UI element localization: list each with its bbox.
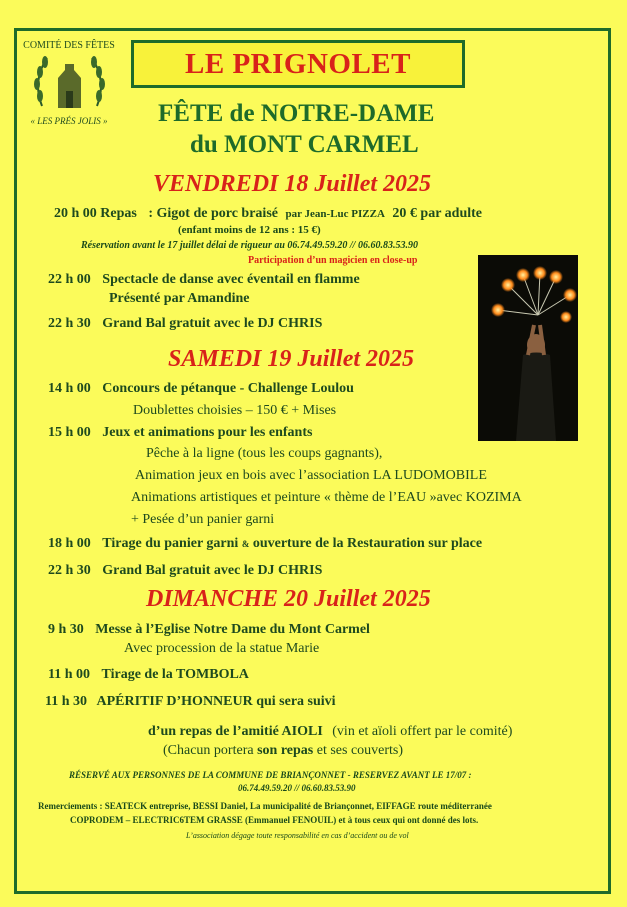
spectacle-by: Présenté par Amandine	[109, 291, 250, 306]
petanque-text: Concours de pétanque - Challenge Loulou	[102, 381, 354, 396]
repas-child: (enfant moins de 12 ans : 15 €)	[178, 224, 321, 236]
tirage-row	[48, 536, 482, 552]
jeux-text: Jeux et animations pour les enfants	[102, 425, 313, 440]
magicien-note: Participation d’un magicien en close-up	[248, 255, 418, 266]
messe-detail: Avec procession de la statue Marie	[124, 641, 320, 656]
logo-top-text: COMITÉ DES FÊTES	[23, 40, 115, 51]
aioli-text: d’un repas de l’amitié AIOLI	[148, 724, 323, 739]
page-title: LE PRIGNOLET	[185, 47, 411, 80]
chacun-a: (Chacun portera	[163, 743, 254, 758]
petanque-row	[48, 381, 354, 397]
reserve-line-2: 06.74.49.59.20 // 06.60.83.53.90	[238, 783, 356, 793]
tirage-amp: &	[241, 539, 250, 549]
repas-chef: par Jean-Luc PIZZA	[285, 208, 385, 220]
friday-bal-text: Grand Bal gratuit avec le DJ CHRIS	[102, 316, 323, 331]
saturday-bal-row	[48, 563, 322, 579]
aioli-note: (vin et aïoli offert par le comité)	[332, 724, 513, 739]
reservation-note: Réservation avant le 17 juillet délai de rigueur au 06.74.49.59.20 // 06.60.83.53.90	[81, 240, 418, 251]
tirage-text-a: Tirage du panier garni	[102, 536, 239, 551]
friday-repas	[54, 206, 482, 222]
saturday-bal-time: 22 h 30	[48, 563, 91, 578]
aperitif-time: 11 h 30	[45, 694, 88, 709]
jeux-item-2: Animation jeux en bois avec l’association LA LUDOMOBILE	[135, 468, 487, 483]
subtitle-1: FÊTE de NOTRE-DAME	[158, 100, 435, 127]
jeux-row	[48, 425, 312, 441]
spectacle-time: 22 h 00	[48, 272, 91, 287]
tirage-time: 18 h 00	[48, 536, 91, 551]
messe-text: Messe à l’Eglise Notre Dame du Mont Carmel	[95, 622, 370, 637]
messe-time: 9 h 30	[48, 622, 84, 637]
saturday-heading: SAMEDI 19 Juillet 2025	[168, 346, 415, 372]
reserve-line-1: RÉSERVÉ AUX PERSONNES DE LA COMMUNE DE BRIANÇONNET - RESERVEZ AVANT LE 17/07 :	[69, 770, 472, 780]
petanque-time: 14 h 00	[48, 381, 91, 396]
logo-bottom-text: « LES PRÉS JOLIS »	[30, 116, 108, 126]
friday-bal-row	[48, 316, 322, 332]
aperitif-text: APÉRITIF D’HONNEUR qui sera suivi	[96, 694, 336, 709]
repas-time: 20 h 00 Repas	[54, 206, 137, 221]
aioli-row	[148, 724, 512, 740]
disclaimer: L’association dégage toute responsabilité en cas d’accident ou de vol	[186, 831, 409, 840]
thanks-line-1: Remerciements : SEATECK entreprise, BESSI Daniel, La municipalité de Briançonnet, EIFFAGE route méditerranée	[38, 801, 492, 811]
saturday-bal-text: Grand Bal gratuit avec le DJ CHRIS	[102, 563, 323, 578]
friday-bal-time: 22 h 30	[48, 316, 91, 331]
tombola-text: Tirage de la TOMBOLA	[101, 667, 249, 682]
title-box	[131, 40, 465, 88]
chacun-b: son repas	[257, 743, 314, 758]
petanque-detail: Doublettes choisies – 150 € + Mises	[133, 403, 337, 418]
repas-price: 20 € par adulte	[392, 206, 482, 221]
sunday-heading: DIMANCHE 20 Juillet 2025	[146, 586, 431, 612]
subtitle-2: du MONT CARMEL	[190, 131, 419, 158]
friday-heading: VENDREDI 18 Juillet 2025	[153, 171, 432, 197]
fire-dancer-photo	[478, 255, 578, 441]
tombola-time: 11 h 00	[48, 667, 91, 682]
tirage-text-b: ouverture de la Restauration sur place	[252, 536, 483, 551]
jeux-item-3: Animations artistiques et peinture « thème de l’EAU »avec KOZIMA	[131, 490, 522, 505]
chacun-row	[163, 743, 403, 759]
aperitif-row	[45, 694, 336, 710]
jeux-item-1: Pêche à la ligne (tous les coups gagnants),	[146, 446, 383, 461]
tombola-row	[48, 667, 249, 683]
chacun-c: et ses couverts)	[316, 743, 404, 758]
jeux-time: 15 h 00	[48, 425, 91, 440]
thanks-line-2: COPRODEM – ELECTRIC6TEM GRASSE (Emmanuel FENOUIL) et à tous ceux qui ont donné des lots.	[70, 815, 479, 825]
repas-main: : Gigot de porc braisé	[148, 206, 278, 221]
jeux-item-4: + Pesée d’un panier garni	[131, 512, 275, 527]
messe-row	[48, 622, 370, 638]
committee-logo	[22, 36, 117, 128]
spectacle-row	[48, 272, 360, 288]
spectacle-text: Spectacle de danse avec éventail en flamme	[102, 272, 360, 287]
